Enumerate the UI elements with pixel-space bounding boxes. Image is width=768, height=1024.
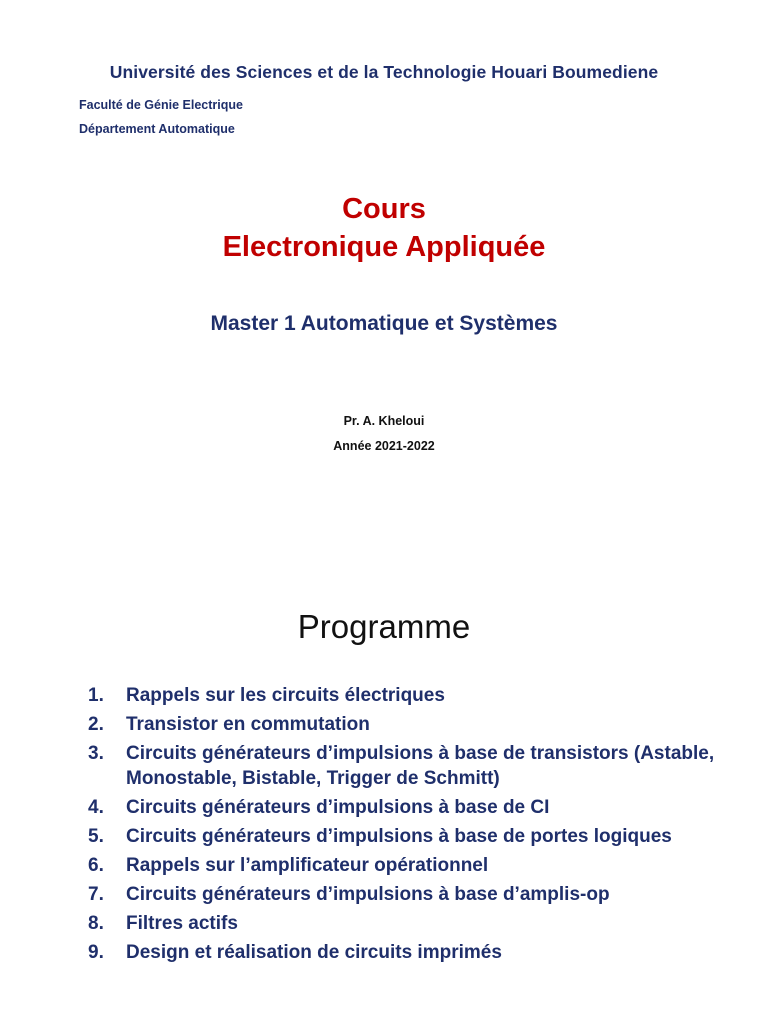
programme-item (88, 742, 748, 791)
programme-item (88, 825, 748, 850)
programme-item-text: Circuits générateurs d’impulsions à base d’amplis-op (126, 883, 610, 905)
programme-item-number: 3. (88, 743, 104, 764)
programme-item (88, 912, 748, 937)
course-title-line1: Cours (342, 193, 426, 225)
programme-item-number: 7. (88, 883, 104, 905)
programme-item-number: 1. (88, 685, 104, 706)
university-name: Université des Sciences et de la Technologie Houari Boumediene (109, 62, 659, 82)
programme-item-text: Circuits générateurs d’impulsions à base de CI (126, 796, 550, 818)
academic-year: Année 2021-2022 (333, 439, 435, 453)
programme-item (88, 883, 748, 908)
programme-item-text: Filtres actifs (126, 912, 238, 934)
programme-item-number: 5. (88, 825, 104, 847)
programme-item-text: Rappels sur les circuits électriques (126, 685, 445, 706)
programme-item (88, 684, 748, 709)
programme-heading: Programme (297, 608, 471, 645)
course-title (0, 190, 768, 266)
programme-item-text: Circuits générateurs d’impulsions à base de transistors (Astable, Monostable, Bistable, Trigger de Schmitt) (126, 743, 715, 789)
course-title-line2: Electronique Appliquée (222, 231, 546, 263)
programme-item-number: 9. (88, 941, 104, 963)
programme-item-number: 8. (88, 912, 104, 934)
programme-item (88, 941, 748, 966)
programme-item-text: Transistor en commutation (126, 714, 370, 735)
faculty-name: Faculté de Génie Electrique (79, 98, 243, 112)
programme-item-text: Circuits générateurs d’impulsions à base de portes logiques (126, 825, 672, 847)
programme-item-text: Rappels sur l’amplificateur opérationnel (126, 854, 489, 876)
programme-item-number: 2. (88, 714, 104, 735)
programme-item-text: Design et réalisation de circuits imprimés (126, 941, 502, 963)
programme-item-number: 6. (88, 854, 104, 876)
programme-item (88, 713, 748, 738)
programme-list (88, 684, 748, 970)
programme-item-number: 4. (88, 796, 104, 818)
programme-item (88, 854, 748, 879)
author-name: Pr. A. Kheloui (343, 414, 425, 428)
department-name: Département Automatique (79, 122, 235, 136)
programme-item (88, 796, 748, 821)
course-level: Master 1 Automatique et Systèmes (210, 312, 558, 335)
